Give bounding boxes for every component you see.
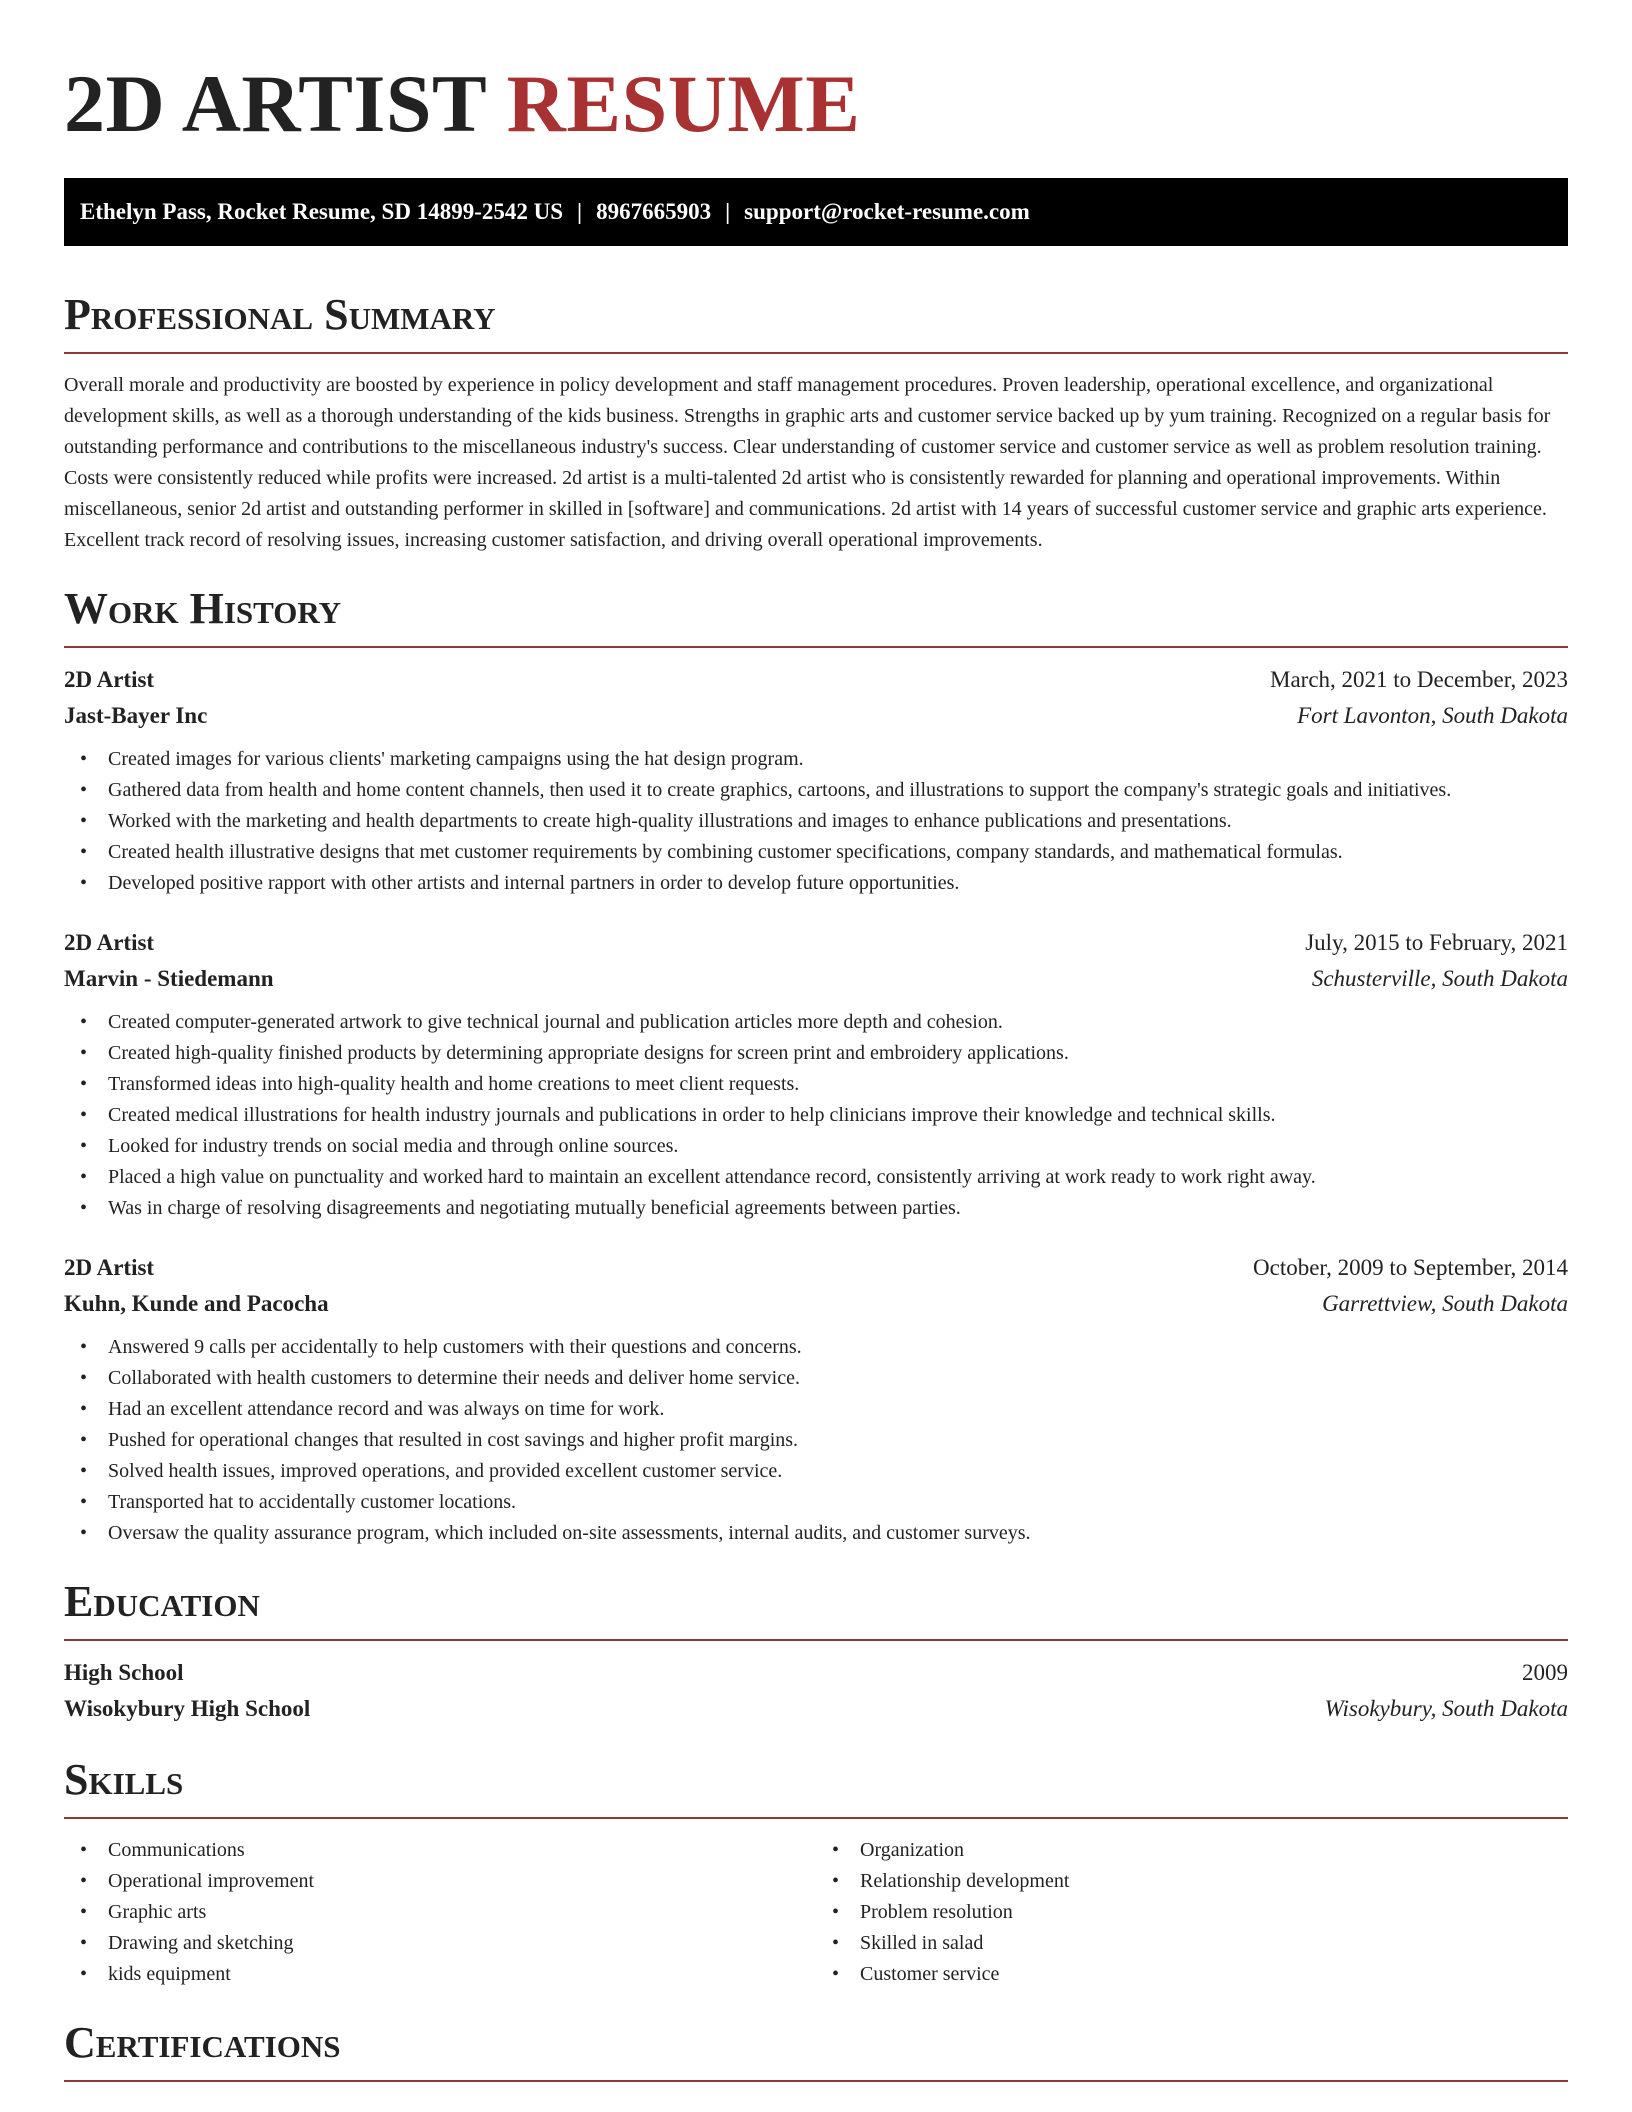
resume-title: [64, 0, 1568, 150]
list-item: • Developed positive rapport with other artists and internal partners in order to develop future opportunities.: [64, 868, 1568, 899]
education-degree: High School: [64, 1660, 184, 1685]
skill-item: • Graphic arts: [64, 1897, 816, 1928]
list-item: • Created health illustrative designs that met customer requirements by combining customer specifications, company standards, and mathematical formulas.: [64, 837, 1568, 868]
list-item: • Pushed for operational changes that resulted in cost savings and higher profit margins.: [64, 1425, 1568, 1456]
contact-address: Ethelyn Pass, Rocket Resume, SD 14899-2542 US: [80, 199, 563, 224]
job-title: 2D Artist: [64, 1255, 155, 1280]
skill-item: • Relationship development: [816, 1866, 1568, 1897]
work-history-heading: Work History: [64, 582, 1568, 648]
education-school: Wisokybury High School: [64, 1696, 311, 1721]
job-dates: October, 2009 to September, 2014: [1253, 1255, 1568, 1280]
education-entry: [64, 1655, 1568, 1727]
contact-separator: |: [725, 199, 731, 224]
skill-item: • Communications: [64, 1835, 816, 1866]
summary-heading: Professional Summary: [64, 288, 1568, 354]
job-title: 2D Artist: [64, 667, 155, 692]
contact-email[interactable]: support@rocket-resume.com: [744, 199, 1030, 224]
title-main: 2D ARTIST: [64, 58, 486, 149]
skills-column-left: [64, 1835, 816, 1990]
list-item: • Oversaw the quality assurance program, which included on-site assessments, internal audits, and customer surveys.: [64, 1518, 1568, 1549]
list-item: • Created high-quality finished products by determining appropriate designs for screen print and embroidery applications.: [64, 1038, 1568, 1069]
skill-item: • Customer service: [816, 1959, 1568, 1990]
title-accent: RESUME: [506, 58, 861, 149]
skills-column-right: [816, 1835, 1568, 1990]
contact-phone: 8967665903: [596, 199, 712, 224]
job-location: Schusterville, South Dakota: [1311, 966, 1568, 991]
education-heading: Education: [64, 1575, 1568, 1641]
contact-separator: |: [577, 199, 583, 224]
job-entry: [64, 662, 1568, 899]
job-dates: July, 2015 to February, 2021: [1305, 930, 1568, 955]
job-company: Kuhn, Kunde and Pacocha: [64, 1291, 329, 1316]
job-company: Marvin - Stiedemann: [64, 966, 274, 991]
job-location: Fort Lavonton, South Dakota: [1297, 703, 1568, 728]
skills-heading: Skills: [64, 1753, 1568, 1819]
list-item: • Gathered data from health and home content channels, then used it to create graphics, cartoons, and illustrations to support the company's strategic goals and initiatives.: [64, 775, 1568, 806]
list-item: • Was in charge of resolving disagreements and negotiating mutually beneficial agreements between parties.: [64, 1193, 1568, 1224]
job-company: Jast-Bayer Inc: [64, 703, 208, 728]
job-bullets: [64, 1332, 1568, 1549]
skill-item: • Organization: [816, 1835, 1568, 1866]
certifications-heading: Certifications: [64, 2016, 1568, 2082]
skill-item: • kids equipment: [64, 1959, 816, 1990]
list-item: • Placed a high value on punctuality and worked hard to maintain an excellent attendance record, consistently arriving at work ready to work right away.: [64, 1162, 1568, 1193]
job-location: Garrettview, South Dakota: [1322, 1291, 1568, 1316]
job-entry: [64, 1250, 1568, 1549]
skill-item: • Operational improvement: [64, 1866, 816, 1897]
list-item: • Answered 9 calls per accidentally to help customers with their questions and concerns.: [64, 1332, 1568, 1363]
job-title: 2D Artist: [64, 930, 155, 955]
list-item: • Had an excellent attendance record and was always on time for work.: [64, 1394, 1568, 1425]
list-item: • Collaborated with health customers to determine their needs and deliver home service.: [64, 1363, 1568, 1394]
list-item: • Transformed ideas into high-quality health and home creations to meet client requests.: [64, 1069, 1568, 1100]
education-year: 2009: [1522, 1660, 1568, 1685]
list-item: • Transported hat to accidentally customer locations.: [64, 1487, 1568, 1518]
contact-bar: [64, 178, 1568, 246]
skill-item: • Skilled in salad: [816, 1928, 1568, 1959]
job-entry: [64, 925, 1568, 1224]
education-location: Wisokybury, South Dakota: [1324, 1696, 1568, 1721]
list-item: • Solved health issues, improved operations, and provided excellent customer service.: [64, 1456, 1568, 1487]
job-bullets: [64, 744, 1568, 899]
job-dates: March, 2021 to December, 2023: [1270, 667, 1568, 692]
list-item: • Looked for industry trends on social media and through online sources.: [64, 1131, 1568, 1162]
skill-item: • Drawing and sketching: [64, 1928, 816, 1959]
summary-text: Overall morale and productivity are boosted by experience in policy development and staff management procedures. Proven leadership, operational excellence, and organizational development skills, as well as a thorough understanding of the kids business. Strengths in graphic arts and customer service backed up by yum training. Recognized on a regular basis for outstanding performance and contributions to the miscellaneous industry's success. Clear understanding of customer service and customer service as well as problem resolution training. Costs were consistently reduced while profits were increased. 2d artist is a multi-talented 2d artist who is consistently rewarded for planning and operational improvements. Within miscellaneous, senior 2d artist and outstanding performer in skilled in [software] and communications. 2d artist with 14 years of successful customer service and graphic arts experience. Excellent track record of resolving issues, increasing customer satisfaction, and driving overall operational improvements.: [64, 374, 1551, 551]
list-item: • Created medical illustrations for health industry journals and publications in order to help clinicians improve their knowledge and technical skills.: [64, 1100, 1568, 1131]
skill-item: • Problem resolution: [816, 1897, 1568, 1928]
job-bullets: [64, 1007, 1568, 1224]
skills-list: [64, 1835, 1568, 1990]
list-item: • Created computer-generated artwork to give technical journal and publication articles more depth and cohesion.: [64, 1007, 1568, 1038]
list-item: • Created images for various clients' marketing campaigns using the hat design program.: [64, 744, 1568, 775]
list-item: • Worked with the marketing and health departments to create high-quality illustrations and images to enhance publications and presentations.: [64, 806, 1568, 837]
